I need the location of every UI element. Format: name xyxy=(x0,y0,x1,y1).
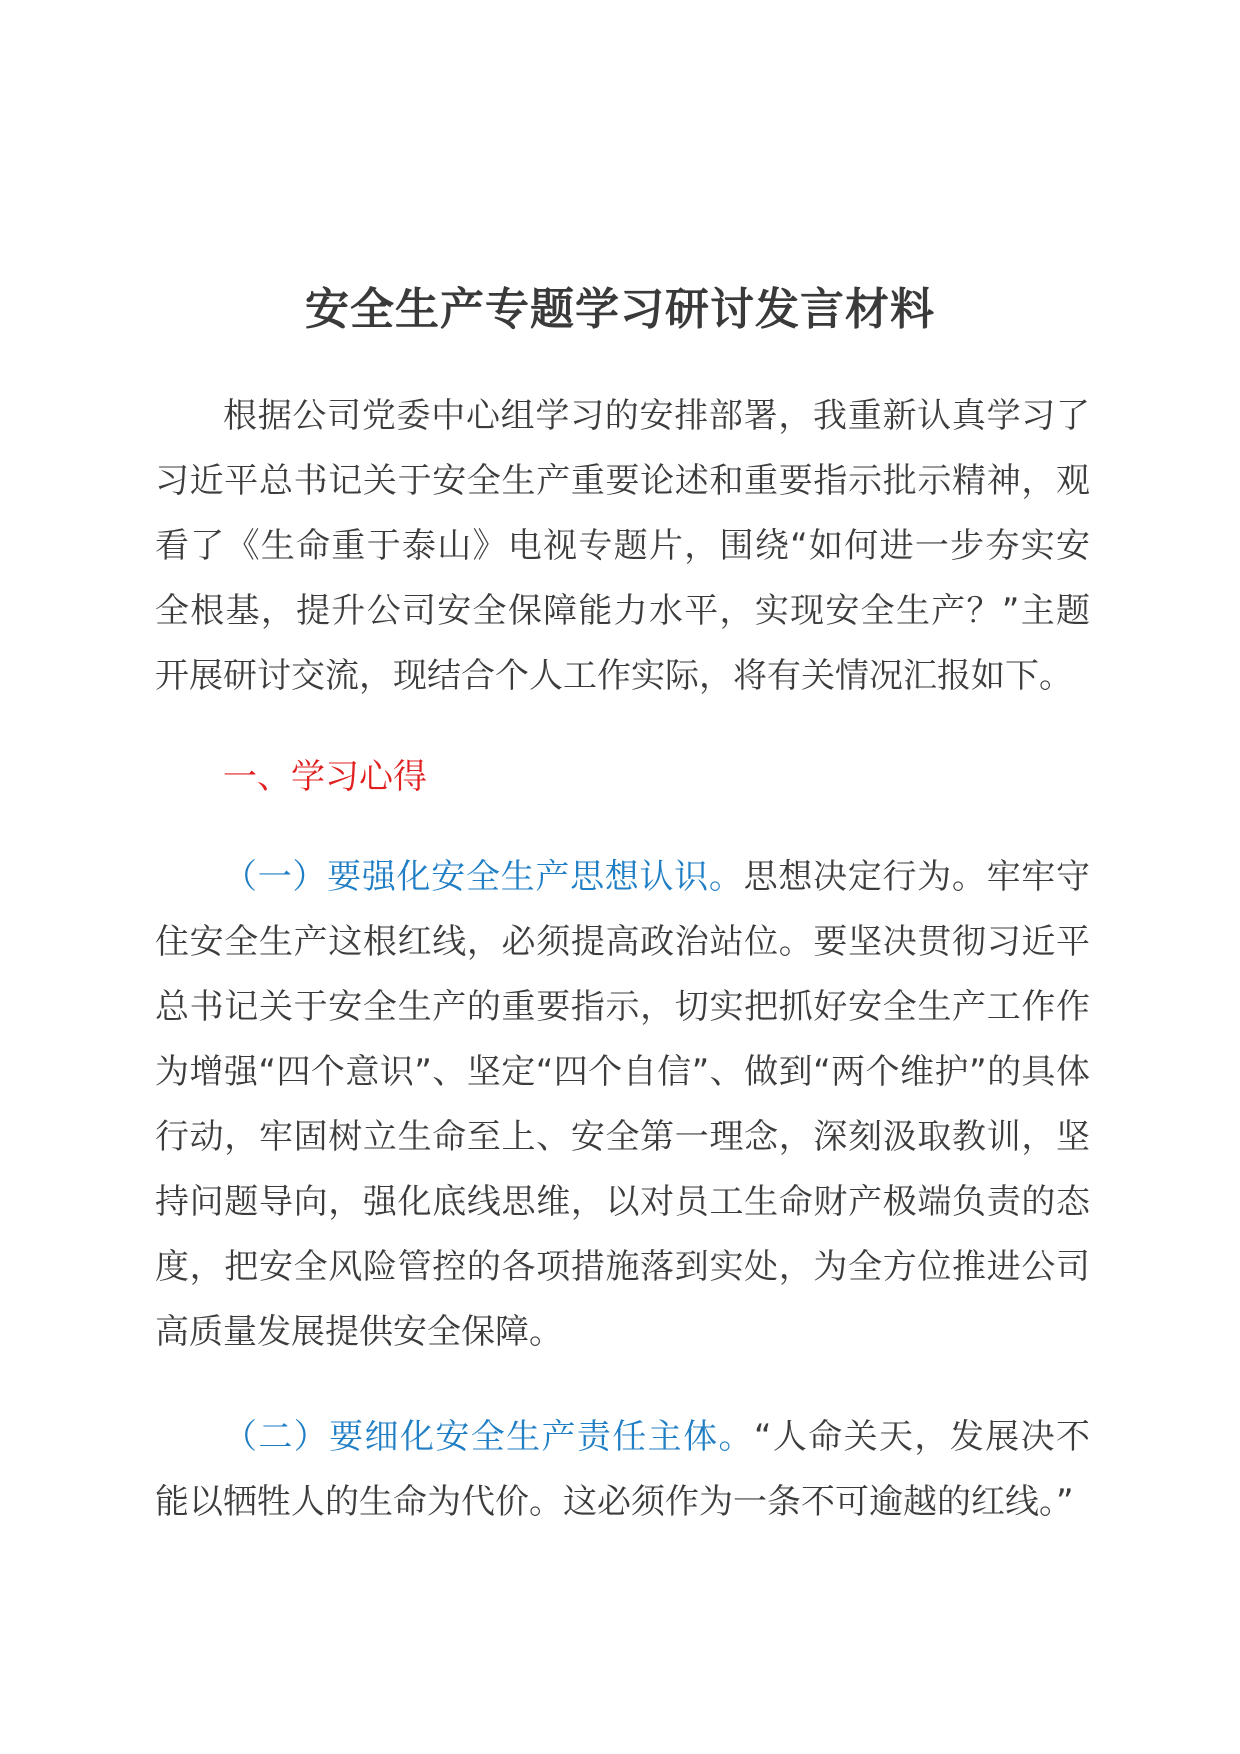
subsection-body-1: 思想决定行为。牢牢守住安全生产这根红线，必须提高政治站位。要坚决贯彻习近平总书记关于安全生产的重要指示，切实把抓好安全生产工作作为增强“四个意识”、坚定“四个自信”、做到“两个维护”的具体行动，牢固树立生命至上、安全第一理念，深刻汲取教训，坚持问题导向，强化底线思维，以对员工生命财产极端负责的态度，把安全风险管控的各项措施落到实处，为全方位推进公司高质量发展提供安全保障。 xyxy=(155,857,1090,1352)
document-title: 安全生产专题学习研讨发言材料 xyxy=(305,284,935,335)
intro-paragraph: 根据公司党委中心组学习的安排部署，我重新认真学习了习近平总书记关于安全生产重要论述和重要指示批示精神，观看了《生命重于泰山》电视专题片，围绕“如何进一步夯实安全根基，提升公司安全保障能力水平，实现安全生产？”主题开展研讨交流，现结合个人工作实际，将有关情况汇报如下。 xyxy=(155,396,1090,696)
subsection-paragraph-1 xyxy=(155,845,1090,1365)
section-heading-learning: 一、学习心得 xyxy=(223,757,427,797)
subsection-body-2: “人命关天，发展决不能以牺牲人的生命为代价。这必须作为一条不可逾越的红线。” xyxy=(155,1417,1090,1522)
subsection-heading-2: （二）要细化安全生产责任主体。 xyxy=(223,1417,754,1457)
subsection-heading-1: （一）要强化安全生产思想认识。 xyxy=(223,857,744,897)
subsection-paragraph-2 xyxy=(155,1405,1090,1535)
